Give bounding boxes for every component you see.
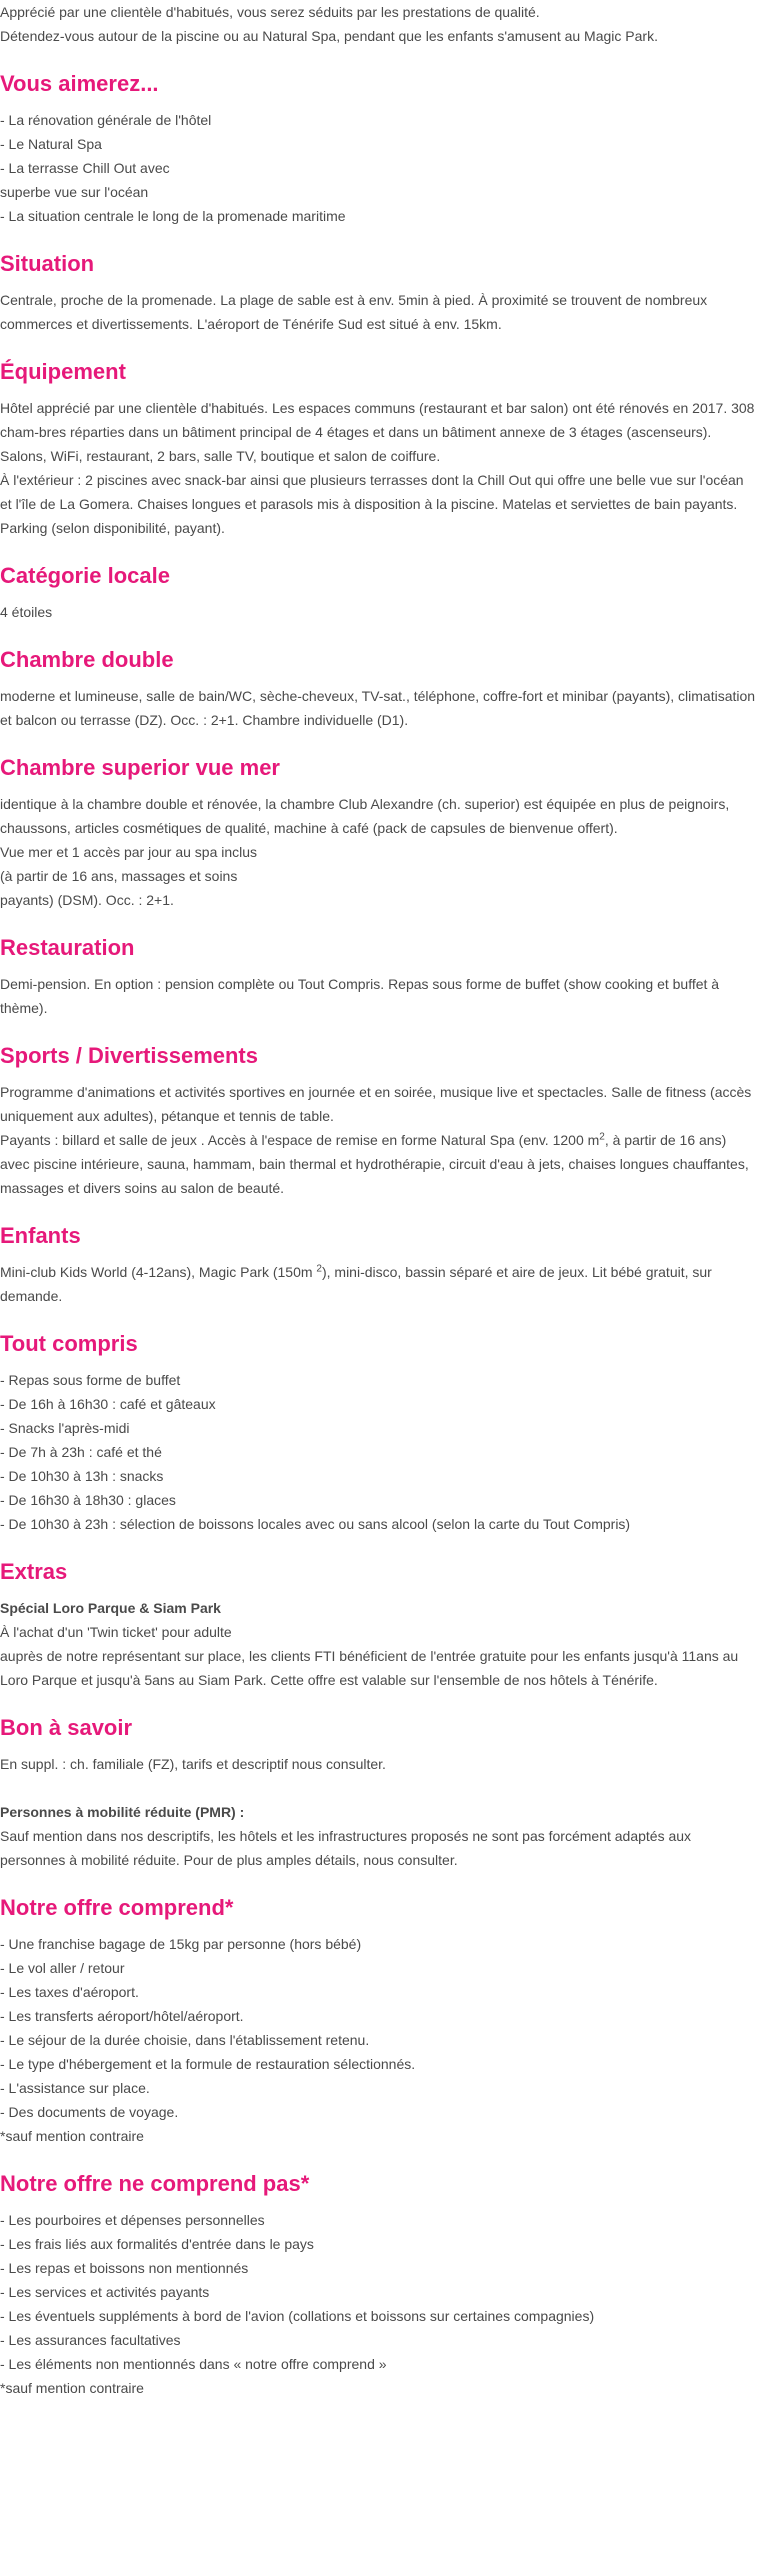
section-text: identique à la chambre double et rénovée, la chambre Club Alexandre (ch. superior) est équipée en plus de peignoirs, chaussons, articles cosmétiques de qualité, machine à café (pack de capsules de bienvenue offert).	[0, 796, 730, 836]
list-item: - Les assurances facultatives	[0, 2332, 181, 2348]
list-item: - De 16h à 16h30 : café et gâteaux	[0, 1396, 216, 1412]
section-text	[0, 1260, 758, 1308]
section-title: Notre offre comprend*	[0, 1895, 234, 1920]
section-title: Enfants	[0, 1223, 81, 1248]
section-title: Tout compris	[0, 1331, 138, 1356]
section-situation	[0, 250, 758, 336]
section-text: Sauf mention dans nos descriptifs, les hôtels et les infrastructures proposés ne sont pas forcément adaptés aux personnes à mobilité réduite. Pour de plus amples détails, nous consulter.	[0, 1828, 692, 1868]
list-item: - Le type d'hébergement et la formule de restauration sélectionnés.	[0, 2056, 416, 2072]
list-item: - Le vol aller / retour	[0, 1960, 125, 1976]
section-bon-a-savoir	[0, 1714, 758, 1872]
section-title: Sports / Divertissements	[0, 1043, 258, 1068]
list-item: - De 10h30 à 13h : snacks	[0, 1468, 164, 1484]
superscript: 2	[316, 1263, 322, 1275]
list-item: - L'assistance sur place.	[0, 2080, 150, 2096]
section-title: Situation	[0, 251, 95, 276]
list-item: - La rénovation générale de l'hôtel	[0, 112, 212, 128]
list-item: - La terrasse Chill Out avec	[0, 160, 170, 176]
pmr-title: Personnes à mobilité réduite (PMR) :	[0, 1804, 245, 1820]
section-text: À l'extérieur : 2 piscines avec snack-bar ainsi que plusieurs terrasses dont la Chill Out qui offre une belle vue sur l'océan et l'île de La Gomera. Chaises longues et parasols mis à disposition à la piscine. Matelas et serviettes de bain payants. Parking (selon disponibilité, payant).	[0, 472, 744, 536]
section-text: auprès de notre représentant sur place, les clients FTI bénéficient de l'entrée gratuite pour les enfants jusqu'à 11ans au Loro Parque et jusqu'à 5ans au Siam Park. Cette offre est valable sur l'ensemble de nos hôtels à Ténérife.	[0, 1648, 739, 1688]
section-title: Catégorie locale	[0, 563, 170, 588]
intro-line: Apprécié par une clientèle d'habitués, vous serez séduits par les prestations de qualité.	[0, 4, 540, 20]
section-text: Centrale, proche de la promenade. La plage de sable est à env. 5min à pied. À proximité se trouvent de nombreux commerces et divertissements. L'aéroport de Ténérife Sud est situé à env. 15km.	[0, 292, 708, 332]
section-text	[0, 1128, 758, 1200]
section-text: moderne et lumineuse, salle de bain/WC, sèche-cheveux, TV-sat., téléphone, coffre-fort et minibar (payants), climatisation et balcon ou terrasse (DZ). Occ. : 2+1. Chambre individuelle (D1).	[0, 688, 756, 728]
section-sports	[0, 1042, 758, 1200]
section-title: Équipement	[0, 359, 126, 384]
footnote: *sauf mention contraire	[0, 2128, 144, 2144]
section-text: 4 étoiles	[0, 604, 53, 620]
section-text: Demi-pension. En option : pension complète ou Tout Compris. Repas sous forme de buffet (show cooking et buffet à thème).	[0, 976, 720, 1016]
list-item: - Les services et activités payants	[0, 2284, 210, 2300]
list-item: - Les éléments non mentionnés dans « notre offre comprend »	[0, 2356, 387, 2372]
section-chambre-superior	[0, 754, 758, 912]
section-equipement	[0, 358, 758, 540]
section-text: Vue mer et 1 accès par jour au spa inclus	[0, 844, 258, 860]
section-title: Restauration	[0, 935, 135, 960]
list-item: - Les frais liés aux formalités d'entrée dans le pays	[0, 2236, 314, 2252]
list-item: - De 16h30 à 18h30 : glaces	[0, 1492, 176, 1508]
spacer	[0, 1776, 758, 1800]
section-text: À l'achat d'un 'Twin ticket' pour adulte	[0, 1624, 232, 1640]
list-item: - Les repas et boissons non mentionnés	[0, 2260, 249, 2276]
section-text: Hôtel apprécié par une clientèle d'habitués. Les espaces communs (restaurant et bar salon) ont été rénovés en 2017. 308 cham-bres réparties dans un bâtiment principal de 4 étages et dans un bâtiment annexe de 3 étages (ascenseurs). Salons, WiFi, restaurant, 2 bars, salle TV, boutique et salon de coiffure.	[0, 400, 755, 464]
list-item: - Une franchise bagage de 15kg par personne (hors bébé)	[0, 1936, 362, 1952]
section-title: Bon à savoir	[0, 1715, 133, 1740]
list-item: - Des documents de voyage.	[0, 2104, 179, 2120]
section-chambre-double	[0, 646, 758, 732]
intro	[0, 0, 758, 48]
text-part: , à partir de 16 ans) avec piscine intérieure, sauna, hammam, bain thermal et hydrothérapie, circuit d'eau à jets, chaises longues chauffantes, massages et divers soins au salon de beauté.	[0, 1132, 749, 1196]
extras-subtitle: Spécial Loro Parque & Siam Park	[0, 1600, 221, 1616]
intro-line: Détendez-vous autour de la piscine ou au Natural Spa, pendant que les enfants s'amusent au Magic Park.	[0, 28, 658, 44]
text-part: Mini-club Kids World (4-12ans), Magic Park (150m	[0, 1264, 317, 1280]
list-item: - Les transferts aéroport/hôtel/aéroport.	[0, 2008, 244, 2024]
section-title: Vous aimerez...	[0, 71, 159, 96]
list-item: - De 10h30 à 23h : sélection de boissons locales avec ou sans alcool (selon la carte du Tout Compris)	[0, 1516, 631, 1532]
section-text: payants) (DSM). Occ. : 2+1.	[0, 892, 174, 908]
list-item: - Le Natural Spa	[0, 136, 102, 152]
section-title: Extras	[0, 1559, 68, 1584]
list-item: - La situation centrale le long de la promenade maritime	[0, 208, 346, 224]
text-part: Payants : billard et salle de jeux . Accès à l'espace de remise en forme Natural Spa (env. 1200 m	[0, 1132, 600, 1148]
list-item: superbe vue sur l'océan	[0, 184, 149, 200]
section-tout-compris	[0, 1330, 758, 1536]
section-title: Notre offre ne comprend pas*	[0, 2171, 310, 2196]
superscript: 2	[599, 1131, 605, 1143]
list-item: - Repas sous forme de buffet	[0, 1372, 181, 1388]
text-part: ), mini-disco, bassin séparé et aire de jeux. Lit bébé gratuit, sur demande.	[0, 1264, 712, 1304]
section-categorie	[0, 562, 758, 624]
section-vous-aimerez	[0, 70, 758, 228]
list-item: - Le séjour de la durée choisie, dans l'établissement retenu.	[0, 2032, 370, 2048]
list-item: - De 7h à 23h : café et thé	[0, 1444, 162, 1460]
list-item: - Les pourboires et dépenses personnelles	[0, 2212, 265, 2228]
list-item: - Les taxes d'aéroport.	[0, 1984, 139, 2000]
section-text: Programme d'animations et activités sportives en journée et en soirée, musique live et spectacles. Salle de fitness (accès uniquement aux adultes), pétanque et tennis de table.	[0, 1084, 752, 1124]
section-title: Chambre superior vue mer	[0, 755, 280, 780]
section-title: Chambre double	[0, 647, 174, 672]
section-text: En suppl. : ch. familiale (FZ), tarifs et descriptif nous consulter.	[0, 1756, 386, 1772]
section-offre-ne-comprend-pas	[0, 2170, 758, 2400]
section-extras	[0, 1558, 758, 1692]
section-text: (à partir de 16 ans, massages et soins	[0, 868, 238, 884]
list-item: - Les éventuels suppléments à bord de l'avion (collations et boissons sur certaines compagnies)	[0, 2308, 595, 2324]
section-restauration	[0, 934, 758, 1020]
section-enfants	[0, 1222, 758, 1308]
footnote: *sauf mention contraire	[0, 2380, 144, 2396]
list-item: - Snacks l'après-midi	[0, 1420, 130, 1436]
section-offre-comprend	[0, 1894, 758, 2148]
